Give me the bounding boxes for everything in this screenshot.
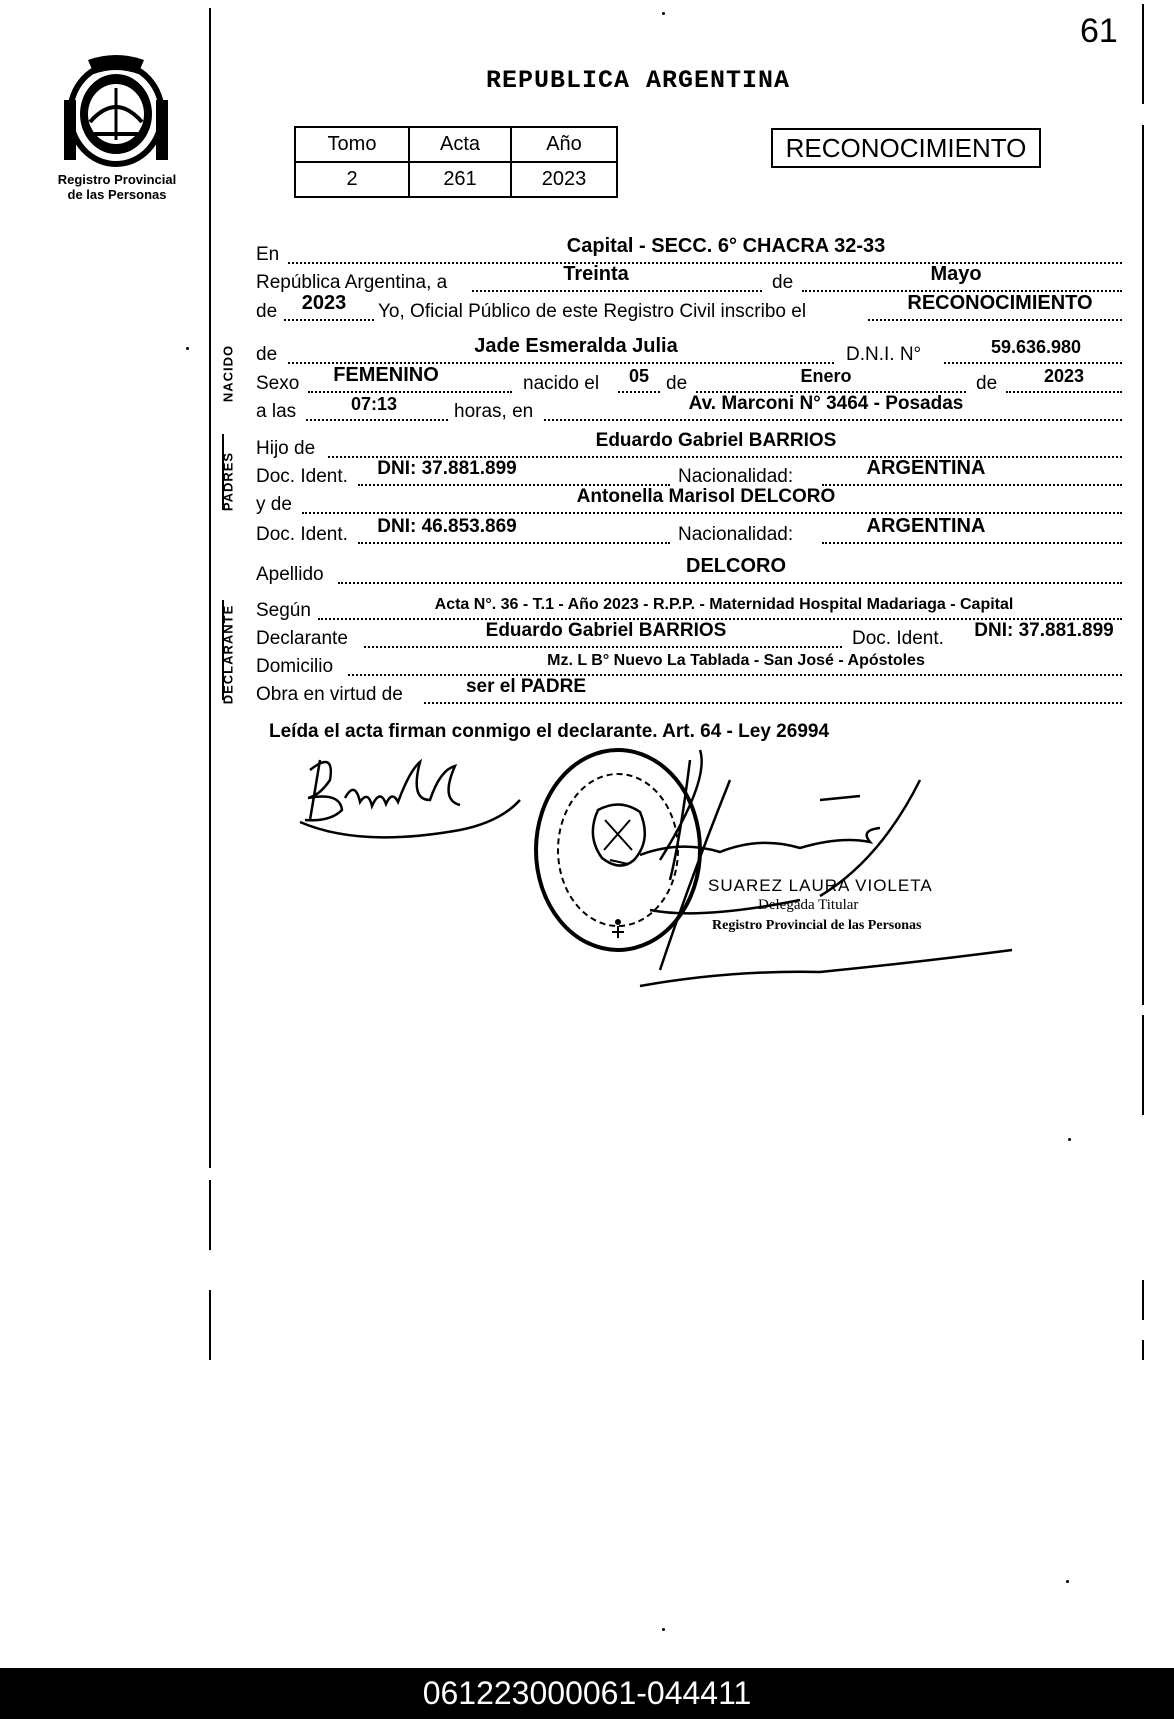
sexo-value: FEMENINO [333,364,439,386]
dotted-line [306,419,448,421]
section-label-declarante: DECLARANTE [220,604,236,705]
dotted-line [618,391,660,393]
dotted-line [308,391,512,393]
row-nacido-time [256,393,1124,425]
dotted-line [302,512,1122,514]
signature-area [260,740,1020,1000]
obra-label: Obra en virtud de [256,684,403,705]
birth-time: 07:13 [350,394,398,414]
act-value: RECONOCIMIENTO [907,292,1093,314]
segun-value: Acta N°. 36 - T.1 - Año 2023 - R.P.P. - Maternidad Hospital Madariaga - Capital [434,596,1014,613]
mother-name: Antonella Marisol DELCORO [576,486,836,507]
declarante-name: Eduardo Gabriel BARRIOS [485,620,727,641]
record-table-header: Acta [409,127,511,162]
yo-label: Yo, Oficial Público de este Registro Civil inscribo el [378,301,807,322]
en-label: En [256,244,280,265]
official-office: Registro Provincial de las Personas [712,918,922,933]
de-label: de [976,373,998,394]
child-name: Jade Esmeralda Julia [474,335,678,357]
de-label: de [772,272,794,293]
row-obra [256,676,1124,708]
yde-label: y de [256,494,292,515]
left-margin-line [209,8,211,1168]
row-yo [256,292,1124,325]
birth-day: 05 [628,366,650,386]
official-name: SUAREZ LAURA VIOLETA [708,876,933,895]
scan-mark [1066,1580,1069,1583]
birth-year: 2023 [1043,366,1085,386]
record-table-header: Año [511,127,617,162]
year-value: 2023 [301,292,347,314]
left-margin-line-segment [209,1290,211,1360]
official-signature [640,750,1012,986]
nacionalidad-label: Nacionalidad: [678,524,794,545]
declarante-label: Declarante [256,628,348,649]
row-mother [256,486,1124,518]
nacionalidad-label: Nacionalidad: [678,466,794,487]
hijo-label: Hijo de [256,438,316,459]
record-table-cell: 261 [409,162,511,197]
mother-doc: DNI: 46.853.869 [377,516,517,537]
apellido-value: DELCORO [686,555,786,577]
record-type-box: RECONOCIMIENTO [771,128,1041,168]
dotted-line [364,646,842,648]
child-dni: 59.636.980 [990,337,1082,357]
obra-value: ser el PADRE [465,676,587,697]
de-label: de [666,373,688,394]
dotted-line [868,319,1122,321]
doc-label: Doc. Ident. [256,466,348,487]
place-value: Capital - SECC. 6° CHACRA 32-33 [566,235,886,257]
declarante-doc: DNI: 37.881.899 [974,620,1114,641]
dotted-line [424,702,1122,704]
father-name: Eduardo Gabriel BARRIOS [595,430,837,451]
logo-caption-line2: de las Personas [67,187,167,202]
birth-place: Av. Marconi N° 3464 - Posadas [688,393,964,414]
alas-label: a las [256,401,297,422]
dotted-line [544,419,1122,421]
father-doc: DNI: 37.881.899 [377,458,517,479]
coat-of-arms-icon [58,52,174,170]
footer-code: 061223000061-044411 [0,1668,1174,1719]
row-mother-doc [256,515,1124,548]
scan-mark [662,1628,665,1631]
de-label: de [256,344,278,365]
dotted-line [284,319,374,321]
nacido-label: nacido el [523,373,600,394]
page-number: 61 [1080,12,1118,50]
dotted-line [1006,391,1122,393]
dotted-line [338,582,1122,584]
section-label-padres: PADRES [220,451,236,512]
scan-mark [662,12,665,15]
scan-mark [1068,1138,1071,1141]
right-margin-line-segment [1142,1015,1144,1115]
row-declarante [256,620,1124,652]
declarant-signature [300,760,520,837]
province-logo [58,52,174,170]
sexo-label: Sexo [256,373,300,394]
record-table-cell: 2023 [511,162,617,197]
doc-label: Doc. Ident. [852,628,944,649]
day-value: Treinta [563,263,629,285]
dotted-line [944,362,1122,364]
section-label-nacido: NACIDO [220,344,236,403]
horas-label: horas, en [454,401,534,422]
page-title: REPUBLICA ARGENTINA [486,66,791,95]
domicilio-label: Domicilio [256,656,334,677]
right-margin-line-segment [1142,1340,1144,1360]
row-apellido [256,555,1124,588]
scan-mark [186,347,189,350]
dni-label: D.N.I. N° [846,344,922,365]
apellido-label: Apellido [256,564,324,585]
mother-nationality: ARGENTINA [866,515,986,537]
left-margin-line-segment [209,1180,211,1250]
record-table [294,126,618,198]
dotted-line [822,484,1122,486]
de2-label: de [256,301,278,322]
birth-month: Enero [800,366,852,386]
domicilio-value: Mz. L B° Nuevo La Tablada - San José - Apóstoles [547,652,925,669]
dotted-line [358,542,670,544]
dotted-line [472,290,762,292]
month-value: Mayo [930,263,982,285]
republica-label: República Argentina, a [256,272,448,293]
dotted-line [822,542,1122,544]
right-margin-line-segment [1142,1280,1144,1320]
doc-label: Doc. Ident. [256,524,348,545]
row-domicilio [256,652,1124,680]
father-nationality: ARGENTINA [866,457,986,479]
right-margin-line [1142,125,1144,1005]
logo-caption [38,172,196,202]
official-role: Delegada Titular [758,897,859,913]
record-table-cell: 2 [295,162,409,197]
right-margin-line [1142,4,1144,104]
record-table-header: Tomo [295,127,409,162]
closing-statement: Leída el acta firman conmigo el declarante. Art. 64 - Ley 26994 [269,721,830,742]
segun-label: Según [256,600,311,621]
logo-caption-line1: Registro Provincial [57,172,177,187]
